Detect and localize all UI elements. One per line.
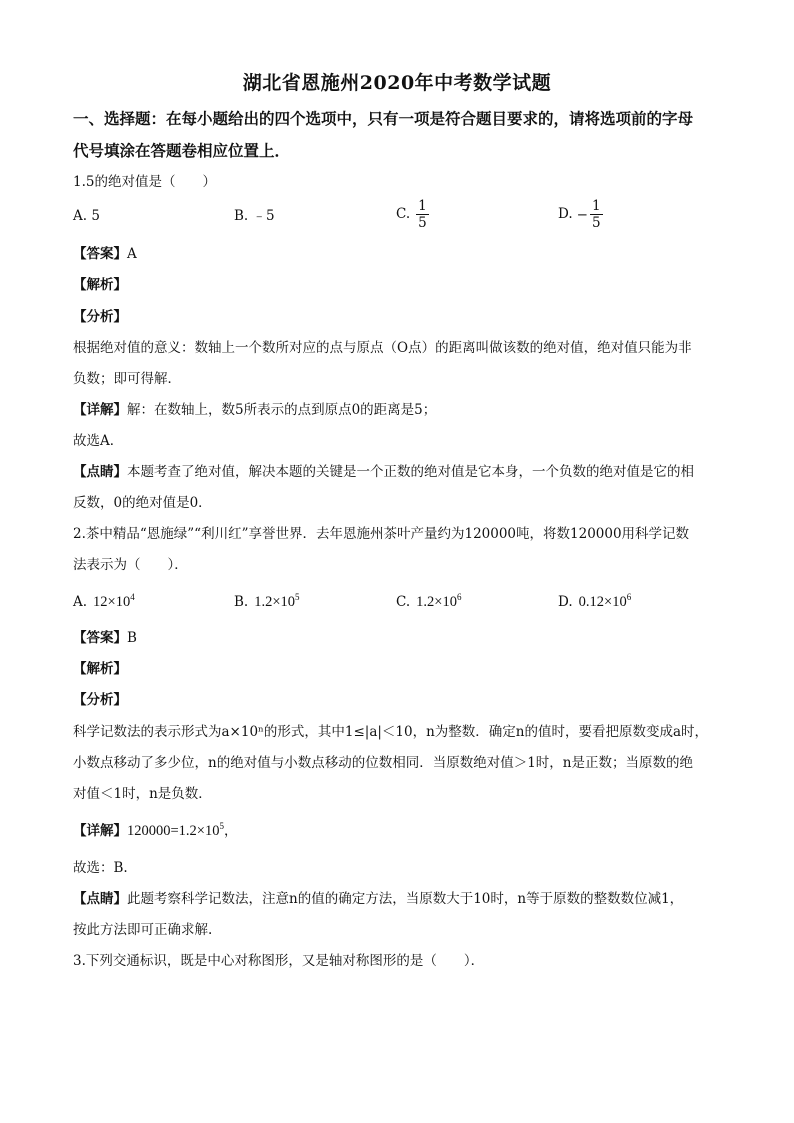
expression-base: 1.2×10 <box>254 594 296 610</box>
q1-option-d-fraction <box>590 198 603 231</box>
q2-fenxi-tag: 【分析】 <box>73 692 127 708</box>
q1-option-b: B. ﹣5 <box>234 208 275 224</box>
q2-fenxi-line-1: 科学记数法的表示形式为a×10ⁿ的形式，其中1≤|a|＜10，n为整数．确定n的值时，要看把原数变成a时， <box>73 724 709 740</box>
q2-fenxi-line-2: 小数点移动了多少位，n的绝对值与小数点移动的位数相同．当原数绝对值＞1时，n是正数；当原数的绝 <box>73 755 693 771</box>
q2-dianjing-line-1 <box>73 889 733 909</box>
q2-option-b <box>234 592 300 612</box>
q2-option-d <box>558 592 631 612</box>
q1-option-d <box>558 198 603 231</box>
option-label: A. <box>73 594 88 610</box>
option-label: C. <box>396 594 411 610</box>
option-label: B. <box>234 594 249 610</box>
q1-guxuan: 故选A． <box>73 433 124 449</box>
q2-stem-line-1: 2.茶中精品“恩施绿”“利川红”享誉世界．去年恩施州茶叶产量约为120000吨，将数120000用科学记数 <box>73 526 690 542</box>
q1-option-d-label: D. <box>558 206 573 222</box>
dianjing-text: 本题考查了绝对值，解决本题的关键是一个正数的绝对值是它本身，一个负数的绝对值是它的相 <box>127 464 694 480</box>
q2-option-a <box>73 592 135 612</box>
expression-exponent: 4 <box>130 592 135 602</box>
q1-option-c <box>396 198 429 231</box>
xiangjie-tag: 【详解】 <box>73 823 127 839</box>
expression-exponent: 5 <box>295 592 300 602</box>
q1-dianjing-line-2: 反数，0的绝对值是0． <box>73 495 212 511</box>
page-title: 湖北省恩施州2020年中考数学试题 <box>242 72 552 94</box>
q1-option-a: A. 5 <box>73 208 100 224</box>
dianjing-tag: 【点睛】 <box>73 891 127 907</box>
q1-answer <box>73 244 733 264</box>
section-heading-line-2: 代号填涂在答题卷相应位置上． <box>73 141 291 160</box>
expression-base: 12×10 <box>93 594 131 610</box>
q1-xiangjie <box>73 400 733 420</box>
expression-base: 0.12×10 <box>578 594 627 610</box>
dianjing-text: 此题考察科学记数法，注意n的值的确定方法，当原数大于10时，n等于原数的整数数位减1， <box>127 891 684 907</box>
trailing-comma: ， <box>223 823 238 839</box>
fraction-numerator: 1 <box>591 198 601 214</box>
q2-fenxi-line-3: 对值＜1时，n是负数． <box>73 786 212 802</box>
q1-dianjing-line-1 <box>73 462 733 482</box>
q3-stem: 3.下列交通标识，既是中心对称图形，又是轴对称图形的是（ ）． <box>73 953 485 969</box>
q1-option-c-fraction <box>416 198 429 231</box>
expression-base: 1.2×10 <box>416 594 457 610</box>
minus-sign: − <box>576 206 588 223</box>
q2-jiexi-tag: 【解析】 <box>73 661 127 677</box>
answer-tag: 【答案】 <box>73 246 127 262</box>
option-expression <box>579 594 632 610</box>
q1-option-c-label: C. <box>396 206 411 222</box>
q2-answer <box>73 628 733 648</box>
expression-exponent: 6 <box>626 592 632 602</box>
option-expression <box>254 594 299 610</box>
q1-fenxi-tag: 【分析】 <box>73 309 127 325</box>
q2-dianjing-line-2: 按此方法即可正确求解. <box>73 922 213 938</box>
q1-jiexi-tag: 【解析】 <box>73 277 127 293</box>
answer-value: A <box>127 246 137 262</box>
fraction-numerator: 1 <box>418 198 427 214</box>
section-heading-line-1: 一、选择题：在每小题给出的四个选项中，只有一项是符合题目要求的，请将选项前的字母 <box>73 109 694 128</box>
xiangjie-expression <box>127 823 224 839</box>
q1-fenxi-line-1: 根据绝对值的意义：数轴上一个数所对应的点与原点（O点）的距离叫做该数的绝对值，绝对值只能为非 <box>73 340 692 356</box>
answer-tag: 【答案】 <box>73 630 127 646</box>
option-label: D. <box>558 594 573 610</box>
xiangjie-text: 解：在数轴上，数5所表示的点到原点0的距离是5； <box>127 402 437 418</box>
q2-guxuan: 故选：B. <box>73 860 128 876</box>
expression-base: 120000=1.2×10 <box>127 823 220 839</box>
q1-stem: 1.5的绝对值是（ ） <box>73 174 216 190</box>
expression-exponent: 5 <box>219 821 224 831</box>
xiangjie-tag: 【详解】 <box>73 402 127 418</box>
q2-stem-line-2: 法表示为（ ）． <box>73 557 188 573</box>
fraction-denominator: 5 <box>418 215 427 231</box>
q2-option-c <box>396 592 461 612</box>
answer-value: B <box>127 630 137 646</box>
option-expression <box>93 594 135 610</box>
fraction-denominator: 5 <box>591 215 601 231</box>
option-expression <box>416 594 461 610</box>
q2-xiangjie <box>73 821 733 841</box>
dianjing-tag: 【点睛】 <box>73 464 127 480</box>
q1-fenxi-line-2: 负数；即可得解． <box>73 371 181 387</box>
expression-exponent: 6 <box>456 592 462 602</box>
